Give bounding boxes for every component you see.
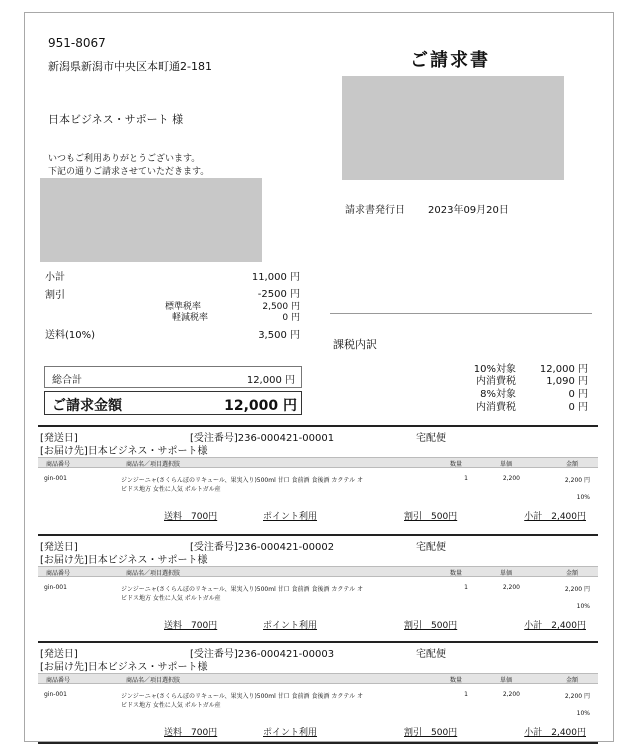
redacted-image-left bbox=[40, 178, 262, 262]
order-shipping: 送料 700円 bbox=[164, 621, 218, 631]
discount-label: 割引 bbox=[45, 290, 65, 301]
item-code: gin-001 bbox=[44, 584, 67, 591]
order-number: [受注番号]236-000421-00001 bbox=[190, 433, 335, 444]
greeting-line-2: 下記の通りご請求させていただきます。 bbox=[48, 167, 210, 177]
item-unit-price: 2,200 bbox=[502, 475, 520, 482]
tax-row-value: 0 円 bbox=[568, 402, 588, 413]
header-qty: 数量 bbox=[450, 570, 463, 577]
billed-amount-label: ご請求金額 bbox=[52, 398, 122, 414]
tax-row-label: 内消費税 bbox=[476, 402, 516, 413]
item-tax-rate: 10% bbox=[576, 603, 590, 610]
tax-row-label: 10%対象 bbox=[473, 364, 516, 375]
item-tax-rate: 10% bbox=[576, 494, 590, 501]
ship-date-label: [発送日] bbox=[40, 433, 78, 444]
grand-total-label: 総合計 bbox=[52, 375, 82, 386]
item-unit-price: 2,200 bbox=[502, 584, 520, 591]
header-amount: 金額 bbox=[566, 461, 579, 468]
header-unit-price: 単価 bbox=[500, 570, 513, 577]
order-top-rule bbox=[38, 641, 598, 643]
order-subtotal: 小計 2,400円 bbox=[524, 512, 586, 522]
shipping-label: 送料(10%) bbox=[45, 330, 96, 341]
table-header-row bbox=[38, 457, 598, 468]
item-name-line-2: ビドス地方 女性に人気 ポルトガル産 bbox=[121, 702, 221, 709]
header-unit-price: 単価 bbox=[500, 677, 513, 684]
order-points: ポイント利用 bbox=[263, 728, 318, 738]
item-amount: 2,200 円 bbox=[564, 586, 590, 593]
order-number: [受注番号]236-000421-00002 bbox=[190, 542, 335, 553]
header-amount: 金額 bbox=[566, 677, 579, 684]
header-unit-price: 単価 bbox=[500, 461, 513, 468]
order-shipping: 送料 700円 bbox=[164, 728, 218, 738]
shipping-value: 3,500 円 bbox=[258, 330, 300, 341]
billed-amount-box bbox=[44, 391, 302, 415]
order-shipping: 送料 700円 bbox=[164, 512, 218, 522]
order-discount: 割引 500円 bbox=[404, 512, 458, 522]
header-qty: 数量 bbox=[450, 461, 463, 468]
billed-amount-value: 12,000 円 bbox=[224, 398, 297, 414]
order-points: ポイント利用 bbox=[263, 512, 318, 522]
ship-date-label: [発送日] bbox=[40, 542, 78, 553]
item-qty: 1 bbox=[464, 584, 468, 591]
subtotal-value: 11,000 円 bbox=[251, 272, 300, 283]
ship-date-label: [発送日] bbox=[40, 649, 78, 660]
item-code: gin-001 bbox=[44, 475, 67, 482]
header-code: 商品番号 bbox=[46, 570, 71, 577]
tax-row-label: 8%対象 bbox=[480, 389, 516, 400]
issue-date-label: 請求書発行日 bbox=[345, 205, 405, 216]
grand-total-value: 12,000 円 bbox=[246, 375, 295, 386]
order-number: [受注番号]236-000421-00003 bbox=[190, 649, 335, 660]
document-title: ご請求書 bbox=[410, 50, 490, 71]
greeting-line-1: いつもご利用ありがとうございます。 bbox=[48, 154, 201, 164]
order-top-rule bbox=[38, 425, 598, 427]
redacted-image-right bbox=[342, 76, 564, 180]
item-qty: 1 bbox=[464, 691, 468, 698]
recipient-address: 新潟県新潟市中央区本町通2-181 bbox=[48, 60, 212, 73]
item-amount: 2,200 円 bbox=[564, 693, 590, 700]
item-name-line-1: ジンジーニャ(さくらんぼのリキュール、果実入り)500ml 甘口 食前酒 食後酒 カクテル オ bbox=[121, 477, 363, 484]
recipient-name: 日本ビジネス・サポート 様 bbox=[48, 113, 184, 126]
standard-rate-value: 2,500 円 bbox=[262, 302, 300, 312]
tax-divider bbox=[330, 313, 592, 314]
order-subtotal: 小計 2,400円 bbox=[524, 621, 586, 631]
order-points: ポイント利用 bbox=[263, 621, 318, 631]
header-name: 商品名／項目選択肢 bbox=[126, 570, 181, 577]
standard-rate-label: 標準税率 bbox=[165, 302, 202, 312]
item-name-line-1: ジンジーニャ(さくらんぼのリキュール、果実入り)500ml 甘口 食前酒 食後酒 カクテル オ bbox=[121, 693, 363, 700]
tax-row-label: 内消費税 bbox=[476, 376, 516, 387]
item-amount: 2,200 円 bbox=[564, 477, 590, 484]
table-header-row bbox=[38, 673, 598, 684]
header-name: 商品名／項目選択肢 bbox=[126, 677, 181, 684]
item-name-line-2: ビドス地方 女性に人気 ポルトガル産 bbox=[121, 486, 221, 493]
delivery-to: [お届け先]日本ビジネス・サポート様 bbox=[40, 662, 208, 673]
carrier: 宅配便 bbox=[416, 649, 446, 660]
tax-row-value: 12,000 円 bbox=[539, 364, 588, 375]
item-name-line-2: ビドス地方 女性に人気 ポルトガル産 bbox=[121, 595, 221, 602]
order-top-rule bbox=[38, 534, 598, 536]
item-unit-price: 2,200 bbox=[502, 691, 520, 698]
issue-date: 2023年09月20日 bbox=[428, 205, 509, 216]
header-code: 商品番号 bbox=[46, 677, 71, 684]
header-amount: 金額 bbox=[566, 570, 579, 577]
carrier: 宅配便 bbox=[416, 433, 446, 444]
delivery-to: [お届け先]日本ビジネス・サポート様 bbox=[40, 555, 208, 566]
discount-value: -2500 円 bbox=[257, 289, 300, 300]
order-discount: 割引 500円 bbox=[404, 728, 458, 738]
table-header-row bbox=[38, 566, 598, 577]
reduced-rate-value: 0 円 bbox=[282, 313, 300, 323]
item-qty: 1 bbox=[464, 475, 468, 482]
order-subtotal: 小計 2,400円 bbox=[524, 728, 586, 738]
header-code: 商品番号 bbox=[46, 461, 71, 468]
item-tax-rate: 10% bbox=[576, 710, 590, 717]
order-discount: 割引 500円 bbox=[404, 621, 458, 631]
subtotal-label: 小計 bbox=[45, 272, 65, 283]
delivery-to: [お届け先]日本ビジネス・サポート様 bbox=[40, 446, 208, 457]
tax-breakdown-title: 課税内訳 bbox=[333, 338, 377, 351]
item-name-line-1: ジンジーニャ(さくらんぼのリキュール、果実入り)500ml 甘口 食前酒 食後酒 カクテル オ bbox=[121, 586, 363, 593]
postal-code: 951-8067 bbox=[48, 36, 106, 50]
tax-row-value: 1,090 円 bbox=[546, 376, 588, 387]
header-name: 商品名／項目選択肢 bbox=[126, 461, 181, 468]
header-qty: 数量 bbox=[450, 677, 463, 684]
reduced-rate-label: 軽減税率 bbox=[172, 313, 209, 323]
grand-total-box bbox=[44, 366, 302, 388]
carrier: 宅配便 bbox=[416, 542, 446, 553]
item-code: gin-001 bbox=[44, 691, 67, 698]
tax-row-value: 0 円 bbox=[568, 389, 588, 400]
